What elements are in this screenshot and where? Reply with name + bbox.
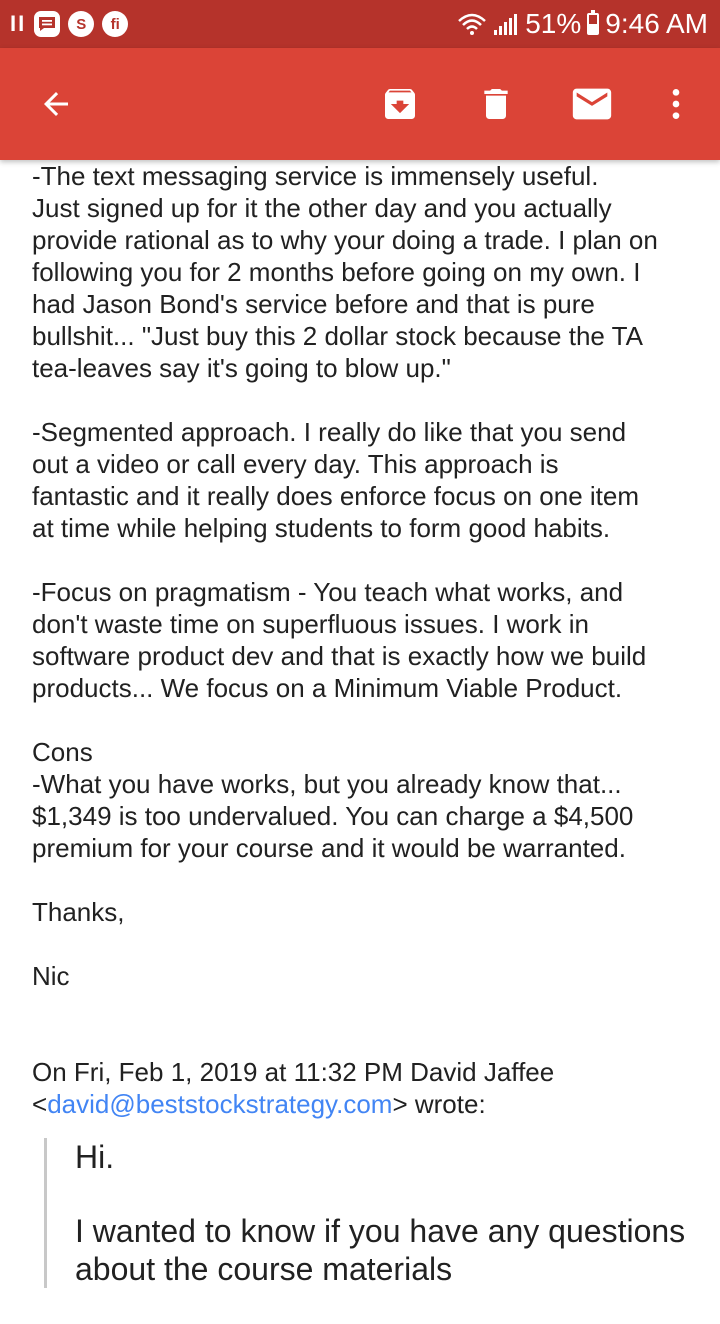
quoted-greeting: Hi. — [75, 1139, 115, 1175]
mail-icon — [569, 81, 615, 127]
wifi-icon — [457, 12, 487, 36]
back-button[interactable] — [34, 82, 78, 126]
reply-header-line: On Fri, Feb 1, 2019 at 11:32 PM David Jaffee — [32, 1057, 555, 1087]
clock: 9:46 AM — [605, 8, 708, 39]
spacer — [32, 1024, 692, 1056]
email-signature: Nic — [32, 961, 70, 991]
email-paragraph: Cons -What you have works, but you already know that... $1,349 is too undervalued. You can charge a $4,500 premium for your course and it would be warranted. — [32, 737, 634, 863]
battery-icon — [587, 13, 599, 35]
sender-email-link[interactable]: david@beststockstrategy.com — [47, 1089, 393, 1119]
quoted-message — [44, 1138, 692, 1288]
back-arrow-icon — [38, 86, 74, 122]
email-signoff: Thanks, — [32, 897, 125, 927]
reply-email-open: < — [32, 1089, 48, 1119]
pause-icon: II — [10, 11, 27, 36]
status-bar — [0, 0, 720, 48]
delete-icon — [476, 84, 516, 124]
reply-header — [32, 1056, 692, 1120]
quoted-body: I wanted to know if you have any questions about the course materials — [75, 1213, 686, 1287]
archive-icon — [380, 84, 420, 124]
app-toolbar — [0, 48, 720, 160]
signal-icon — [493, 12, 519, 36]
delete-button[interactable] — [474, 82, 518, 126]
reply-email-close: > wrote: — [392, 1089, 486, 1119]
messages-icon — [34, 11, 60, 37]
battery-percent: 51% — [525, 8, 582, 39]
email-paragraph: -Focus on pragmatism - You teach what works, and don't waste time on superfluous issues. I work in software product dev and that is exactly how we build products... We focus on a Minimum Viable Product. — [32, 577, 647, 703]
more-options-button[interactable] — [654, 82, 698, 126]
notification-icons — [10, 0, 128, 48]
fi-icon: fi — [102, 11, 128, 37]
more-vert-icon — [656, 84, 696, 124]
archive-button[interactable] — [378, 82, 422, 126]
email-paragraph: -The text messaging service is immensely useful. Just signed up for it the other day and you actually provide rational as to why your doing a trade. I plan on following you for 2 months before going on my own. I had Jason Bond's service before and that is pure bullshit... "Just buy this 2 dollar stock because the TA tea-leaves say it's going to blow up." — [32, 161, 658, 383]
skype-icon: S — [68, 11, 94, 37]
email-body — [32, 160, 692, 1324]
mark-unread-button[interactable] — [568, 82, 616, 126]
system-status — [457, 0, 708, 48]
email-paragraph: -Segmented approach. I really do like that you send out a video or call every day. This approach is fantastic and it really does enforce focus on one item at time while helping students to form good habits. — [32, 417, 640, 543]
